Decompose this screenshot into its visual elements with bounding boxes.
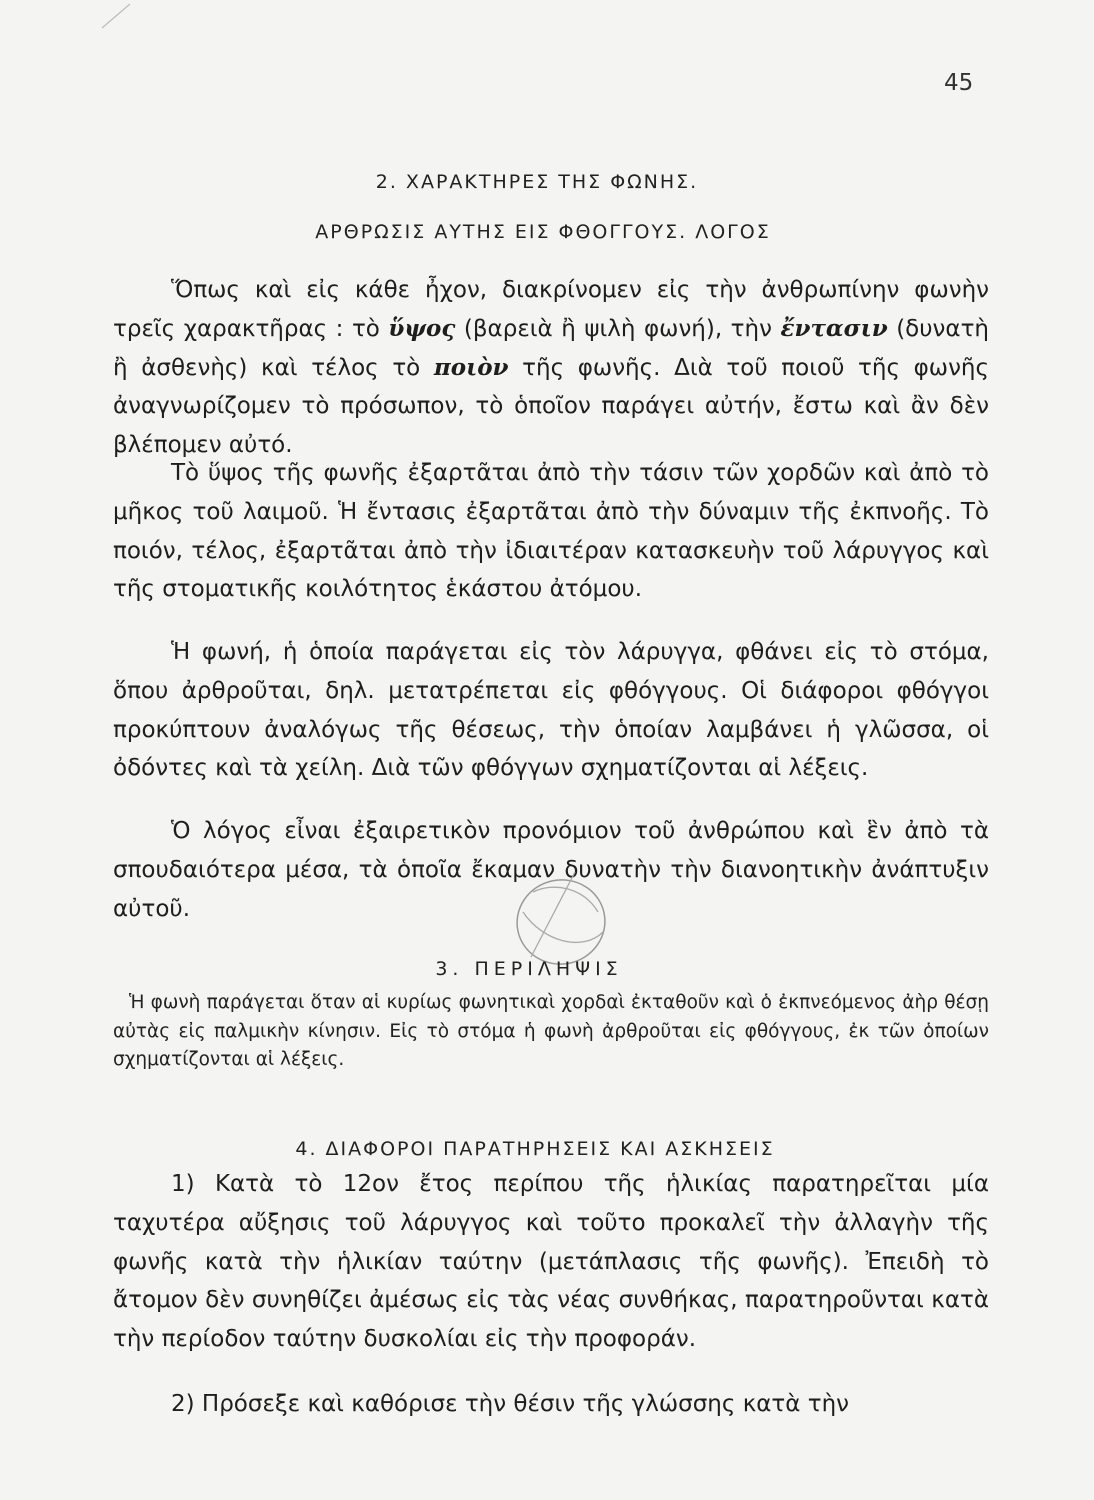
- paragraph-1-text-a: Ὅπως καὶ εἰς κάθε ἦχον, διακρίνομεν εἰς τὴν ἀνθρωπίνην φωνὴν τρεῖς χαρακτῆρας : τὸ: [113, 277, 989, 342]
- term-quality: ποιὸν: [433, 353, 509, 381]
- page-number: 45: [944, 70, 974, 96]
- term-pitch: ὕψος: [388, 314, 456, 342]
- paragraph-1-text-b: (βαρειὰ ἢ ψιλὴ φωνή), τὴν: [455, 315, 781, 342]
- paragraph-articulation: Ἡ φωνή, ἡ ὁποία παράγεται εἰς τὸν λάρυγγα, φθάνει εἰς τὸ στόμα, ὅπου ἀρθροῦται, δηλ. μετατρέπεται εἰς φθόγγους. Οἱ διάφοροι φθόγγοι προκύπτουν ἀναλόγως τῆς θέσεως, τὴν ὁποίαν λαμβάνει ἡ γλῶσσα, οἱ ὀδόντες καὶ τὰ χείλη. Διὰ τῶν φθόγγων σχηματίζονται αἱ λέξεις.: [113, 639, 989, 782]
- term-intensity: ἔντασιν: [780, 314, 888, 342]
- handwritten-scribble: [503, 862, 623, 972]
- summary-paragraph: Ἡ φωνὴ παράγεται ὅταν αἱ κυρίως φωνητικαὶ χορδαὶ ἐκταθοῦν καὶ ὁ ἐκπνεόμενος ἀὴρ θέσῃ αὐτὰς εἰς παλμικὴν κίνησιν. Εἰς τὸ στόμα ἡ φωνὴ ἀρθροῦται εἰς φθόγγους, ἐκ τῶν ὁποίων σχηματίζονται αἱ λέξεις.: [113, 992, 989, 1070]
- paragraph-pitch-dependency: Τὸ ὕψος τῆς φωνῆς ἐξαρτᾶται ἀπὸ τὴν τάσιν τῶν χορδῶν καὶ ἀπὸ τὸ μῆκος τοῦ λαιμοῦ. Ἡ ἔντασις ἐξαρτᾶται ἀπὸ τὴν δύναμιν τῆς ἐκπνοῆς. Τὸ ποιόν, τέλος, ἐξαρτᾶται ἀπὸ τὴν ἰδιαιτέραν κατασκευὴν τοῦ λάρυγγος καὶ τῆς στοματικῆς κοιλότητος ἑκάστου ἀτόμου.: [113, 460, 989, 603]
- section-2-subtitle: ΑΡΘΡΩΣΙΣ ΑΥΤΗΣ ΕΙΣ ΦΘΟΓΓΟΥΣ. ΛΟΓΟΣ: [315, 221, 771, 243]
- paragraph-characteristics: [113, 271, 989, 465]
- section-3-title: 3. ΠΕΡΙΛΗΨΙΣ: [435, 958, 623, 980]
- paragraph-speech: Ὁ λόγος εἶναι ἐξαιρετικὸν προνόμιον τοῦ ἀνθρώπου καὶ ἓν ἀπὸ τὰ σπουδαιότερα μέσα, τὰ ὁποῖα ἔκαμαν δυνατὴν τὴν διανοητικὴν ἀνάπτυξιν αὐτοῦ.: [113, 818, 989, 922]
- section-4-title: 4. ΔΙΑΦΟΡΟΙ ΠΑΡΑΤΗΡΗΣΕΙΣ ΚΑΙ ΑΣΚΗΣΕΙΣ: [295, 1138, 775, 1160]
- exercise-item-1: 1) Κατὰ τὸ 12ον ἔτος περίπου τῆς ἡλικίας παρατηρεῖται μία ταχυτέρα αὔξησις τοῦ λάρυγγος καὶ τοῦτο προκαλεῖ τὴν ἀλλαγὴν τῆς φωνῆς κατὰ τὴν ἡλικίαν ταύτην (μετάπλασις τῆς φωνῆς). Ἐπειδὴ τὸ ἄτομον δὲν συνηθίζει ἀμέσως εἰς τὰς νέας συνθήκας, παρατηροῦνται κατὰ τὴν περίοδον ταύτην δυσκολίαι εἰς τὴν προφοράν.: [113, 1171, 989, 1353]
- paragraph-1-text-c: (δυνατὴ ἢ ἀσθενὴς) καὶ τέλος τὸ: [113, 315, 989, 381]
- section-2-title: 2. ΧΑΡΑΚΤΗΡΕΣ ΤΗΣ ΦΩΝΗΣ.: [375, 171, 699, 193]
- paragraph-1-text-d: τῆς φωνῆς. Διὰ τοῦ ποιοῦ τῆς φωνῆς ἀναγνωρίζομεν τὸ πρόσωπον, τὸ ὁποῖον παράγει αὐτήν, ἔστω καὶ ἂν δὲν βλέπομεν αὐτό.: [113, 354, 989, 459]
- exercise-item-2: 2) Πρόσεξε καὶ καθόρισε τὴν θέσιν τῆς γλώσσης κατὰ τὴν: [171, 1391, 850, 1417]
- corner-pencil-mark: [100, 0, 140, 30]
